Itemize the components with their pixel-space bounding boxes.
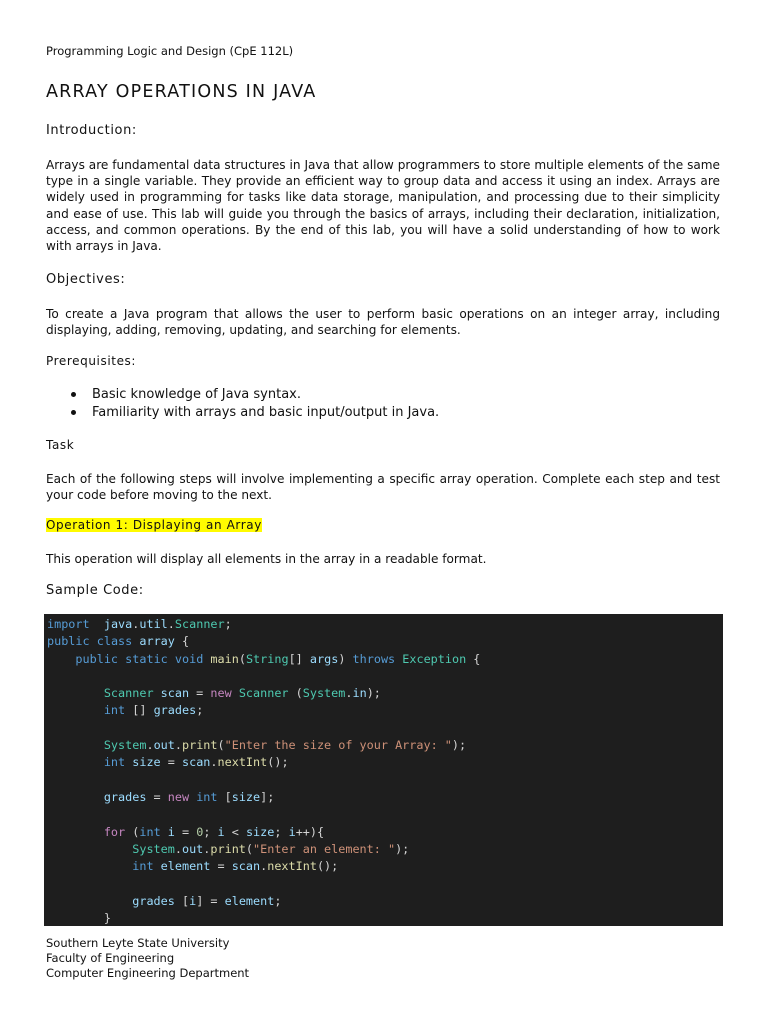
code-line: Scanner scan = new Scanner (System.in); [103, 686, 381, 701]
code-line: public static void main(String[] args) throws Exception { [75, 651, 481, 666]
code-line: System.out.print("Enter the size of your Array: "); [103, 738, 467, 753]
code-line [47, 772, 723, 789]
page-title: ARRAY OPERATIONS IN JAVA [46, 82, 317, 102]
task-paragraph: Each of the following steps will involve implementing a specific array operation. Complete each step and test your code before moving to the next. [46, 472, 720, 503]
bullet-icon [71, 392, 76, 397]
code-line [47, 668, 723, 685]
highlighted-text: Operation 1: Displaying an Array [46, 518, 262, 532]
footer-department: Computer Engineering Department [46, 966, 250, 980]
prerequisites-heading: Prerequisites: [46, 354, 137, 368]
prerequisites-list [46, 386, 439, 421]
operation-1-paragraph: This operation will display all elements in the array in a readable format. [46, 552, 487, 566]
list-item: Familiarity with arrays and basic input/output in Java. [46, 404, 439, 422]
bullet-icon [71, 410, 76, 415]
operation-1-heading [46, 518, 262, 532]
list-item: Basic knowledge of Java syntax. [46, 386, 439, 404]
code-block [44, 614, 723, 926]
code-line: int [] grades; [103, 703, 204, 718]
introduction-paragraph: Arrays are fundamental data structures in Java that allow programmers to store multiple elements of the same type in a single variable. They provide an efficient way to group data and access it using an index. Arrays are widely used in programming for tasks like data storage, manipulation, and processing due to their simplicity and ease of use. This lab will guide you through the basics of arrays, including their declaration, initialization, access, and common operations. By the end of this lab, you will have a solid understanding of how to work with arrays in Java. [46, 158, 720, 254]
code-line: grades [i] = element; [132, 893, 282, 908]
code-line: int element = scan.nextInt(); [132, 859, 339, 874]
code-line: public class array { [47, 634, 190, 649]
introduction-heading: Introduction: [46, 123, 137, 138]
code-line: int size = scan.nextInt(); [103, 755, 289, 770]
code-line: grades = new int [size]; [103, 789, 275, 804]
code-line [47, 806, 723, 823]
code-line [47, 875, 723, 892]
footer-university: Southern Leyte State University [46, 936, 230, 950]
footer [46, 936, 249, 981]
code-line: import java.util.Scanner; [47, 617, 232, 631]
code-line [47, 720, 723, 737]
objectives-paragraph: To create a Java program that allows the user to perform basic operations on an integer array, including displaying, adding, removing, updating, and searching for elements. [46, 307, 720, 338]
task-heading: Task [46, 438, 75, 452]
code-line: for (int i = 0; i < size; i++){ [103, 824, 325, 839]
sample-code-heading: Sample Code: [46, 583, 144, 598]
footer-faculty: Faculty of Engineering [46, 951, 175, 965]
course-label: Programming Logic and Design (CpE 112L) [46, 44, 294, 58]
code-line: } [47, 911, 111, 926]
code-line: System.out.print("Enter an element: "); [132, 841, 410, 856]
objectives-heading: Objectives: [46, 272, 126, 287]
